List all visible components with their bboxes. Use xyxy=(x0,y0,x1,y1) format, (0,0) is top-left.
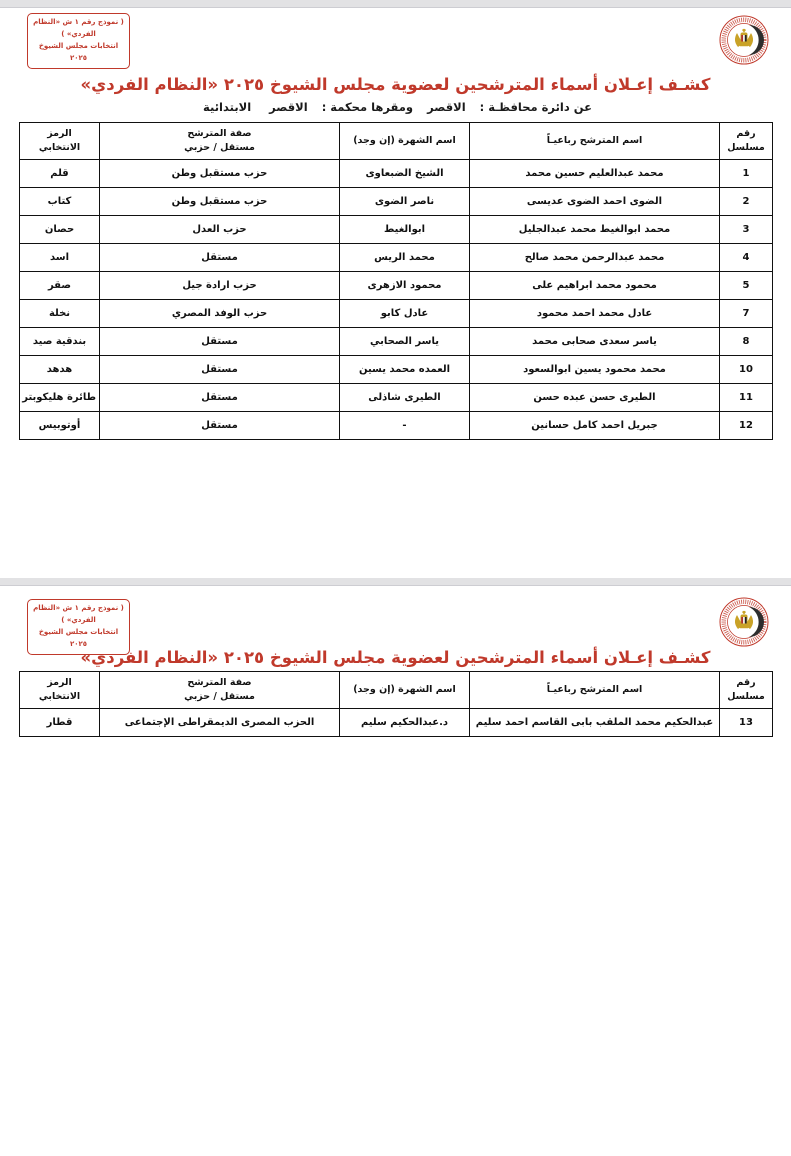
page-title: كشـف إعـلان أسماء المترشحين لعضوية مجلس الشيوخ ٢٠٢٥ «النظام الفردي» xyxy=(80,648,711,667)
candidate-capacity-cell: الحزب المصرى الديمقراطى الإجتماعى xyxy=(100,709,340,737)
electoral-symbol-cell: حصان xyxy=(20,216,100,244)
candidate-row xyxy=(20,160,773,188)
electoral-symbol-cell: بندقية صيد xyxy=(20,328,100,356)
candidate-name-cell: الضوى احمد الضوى عديسى xyxy=(470,188,720,216)
candidate-row xyxy=(20,356,773,384)
electoral-symbol-cell: قلم xyxy=(20,160,100,188)
header-candidate-name: اسم المترشح رباعيـاً xyxy=(470,672,720,709)
candidate-name-cell: ياسر سعدى صحابى محمد xyxy=(470,328,720,356)
candidate-name-cell: عبدالحكيم محمد الملقب بابى القاسم احمد سليم xyxy=(470,709,720,737)
table-header xyxy=(20,123,773,160)
fame-name-cell: ياسر الصحابي xyxy=(340,328,470,356)
district-line xyxy=(0,100,791,114)
candidate-name-cell: الطيرى حسن عبده حسن xyxy=(470,384,720,412)
header-serial xyxy=(720,672,773,709)
form-number-box xyxy=(27,13,130,69)
candidate-row xyxy=(20,216,773,244)
serial-number-cell: 7 xyxy=(720,300,773,328)
serial-number-cell: 4 xyxy=(720,244,773,272)
fame-name-cell: ناصر الضوى xyxy=(340,188,470,216)
candidate-capacity-cell: حزب ارادة جيل xyxy=(100,272,340,300)
document-page-1 xyxy=(0,8,791,578)
header-serial-line2: مسلسل xyxy=(727,691,765,702)
fame-name-cell: محمد الريس xyxy=(340,244,470,272)
candidates-table-page2 xyxy=(19,671,773,737)
header-fame-name: اسم الشهرة (إن وجد) xyxy=(340,672,470,709)
page-separator-middle xyxy=(0,578,791,586)
candidate-name-cell: محمد عبدالرحمن محمد صالح xyxy=(470,244,720,272)
serial-number-cell: 1 xyxy=(720,160,773,188)
fame-name-cell: عادل كابو xyxy=(340,300,470,328)
district-label: عن دائرة محافظـة : xyxy=(479,100,592,114)
form-number-line1: ( نموذج رقم ١ ش «النظام الفردي» ) xyxy=(33,18,124,38)
candidate-capacity-cell: حزب مستقبل وطن xyxy=(100,160,340,188)
form-number-box xyxy=(27,599,130,655)
header-capacity-line2: مستقل / حزبي xyxy=(184,142,255,153)
electoral-symbol-cell: صقر xyxy=(20,272,100,300)
candidate-name-cell: محمود محمد ابراهيم على xyxy=(470,272,720,300)
serial-number-cell: 13 xyxy=(720,709,773,737)
candidate-name-cell: محمد محمود يسين ابوالسعود xyxy=(470,356,720,384)
table-header xyxy=(20,672,773,709)
court-label: ومقرها محكمة : xyxy=(321,100,414,114)
candidate-capacity-cell: مستقل xyxy=(100,412,340,440)
candidate-name-cell: محمد عبدالعليم حسين محمد xyxy=(470,160,720,188)
fame-name-cell: ابوالغيط xyxy=(340,216,470,244)
electoral-symbol-cell: طائرة هليكوبتر xyxy=(20,384,100,412)
header-symbol-line1: الرمز xyxy=(47,128,72,140)
district-value: الاقصر xyxy=(427,100,466,114)
header-electoral-symbol xyxy=(20,123,100,160)
candidate-capacity-cell: حزب مستقبل وطن xyxy=(100,188,340,216)
candidate-row xyxy=(20,384,773,412)
candidate-row xyxy=(20,328,773,356)
form-number-line2: انتخابات مجلس الشيوخ ٢٠٢٥ xyxy=(38,627,119,648)
serial-number-cell: 11 xyxy=(720,384,773,412)
electoral-symbol-cell: أوتوبيس xyxy=(20,412,100,440)
serial-number-cell: 5 xyxy=(720,272,773,300)
page-separator-top xyxy=(0,0,791,8)
candidate-capacity-cell: حزب العدل xyxy=(100,216,340,244)
header-serial xyxy=(720,123,773,160)
table-body-page1 xyxy=(20,160,773,440)
electoral-symbol-cell: هدهد xyxy=(20,356,100,384)
candidate-capacity-cell: مستقل xyxy=(100,244,340,272)
electoral-symbol-cell: نخلة xyxy=(20,300,100,328)
fame-name-cell: الطيرى شاذلى xyxy=(340,384,470,412)
header-symbol-line1: الرمز xyxy=(47,677,72,689)
candidate-row xyxy=(20,300,773,328)
header-serial-line1: رقم xyxy=(736,128,756,140)
candidate-row xyxy=(20,709,773,737)
document-page-2 xyxy=(0,586,791,1156)
fame-name-cell: محمود الازهرى xyxy=(340,272,470,300)
header-serial-line1: رقم xyxy=(736,677,756,689)
table-body-page2 xyxy=(20,709,773,737)
form-number-line1: ( نموذج رقم ١ ش «النظام الفردي» ) xyxy=(33,604,124,624)
electoral-symbol-cell: اسد xyxy=(20,244,100,272)
serial-number-cell: 10 xyxy=(720,356,773,384)
candidate-capacity-cell: حزب الوفد المصري xyxy=(100,300,340,328)
header-capacity-line1: صفة المترشح xyxy=(187,677,252,689)
candidate-capacity-cell: مستقل xyxy=(100,384,340,412)
header-fame-name: اسم الشهرة (إن وجد) xyxy=(340,123,470,160)
header-serial-line2: مسلسل xyxy=(727,142,765,153)
national-election-authority-emblem-icon xyxy=(719,15,769,65)
header-capacity xyxy=(100,672,340,709)
court-value: الاقصر xyxy=(269,100,308,114)
header-electoral-symbol xyxy=(20,672,100,709)
candidates-table-page1 xyxy=(19,122,773,440)
candidate-row xyxy=(20,188,773,216)
fame-name-cell: د.عبدالحكيم سليم xyxy=(340,709,470,737)
fame-name-cell: - xyxy=(340,412,470,440)
candidate-name-cell: جبريل احمد كامل حسانين xyxy=(470,412,720,440)
header-candidate-name: اسم المترشح رباعيـاً xyxy=(470,123,720,160)
fame-name-cell: العمده محمد يسين xyxy=(340,356,470,384)
candidate-name-cell: محمد ابوالغيط محمد عبدالجليل xyxy=(470,216,720,244)
header-capacity-line2: مستقل / حزبي xyxy=(184,691,255,702)
header-symbol-line2: الانتخابي xyxy=(38,691,81,702)
candidate-row xyxy=(20,244,773,272)
candidate-name-cell: عادل محمد احمد محمود xyxy=(470,300,720,328)
form-number-line2: انتخابات مجلس الشيوخ ٢٠٢٥ xyxy=(38,41,119,62)
court-type-value: الابتدائية xyxy=(203,100,252,114)
serial-number-cell: 3 xyxy=(720,216,773,244)
candidate-row xyxy=(20,412,773,440)
table-header-row xyxy=(20,672,773,709)
header-capacity xyxy=(100,123,340,160)
serial-number-cell: 2 xyxy=(720,188,773,216)
serial-number-cell: 8 xyxy=(720,328,773,356)
candidate-capacity-cell: مستقل xyxy=(100,356,340,384)
header-capacity-line1: صفة المترشح xyxy=(187,128,252,140)
electoral-symbol-cell: قطار xyxy=(20,709,100,737)
candidate-capacity-cell: مستقل xyxy=(100,328,340,356)
table-header-row xyxy=(20,123,773,160)
header-symbol-line2: الانتخابي xyxy=(38,142,81,153)
candidate-row xyxy=(20,272,773,300)
national-election-authority-emblem-icon xyxy=(719,597,769,647)
page-title: كشـف إعـلان أسماء المترشحين لعضوية مجلس الشيوخ ٢٠٢٥ «النظام الفردي» xyxy=(80,75,711,94)
serial-number-cell: 12 xyxy=(720,412,773,440)
electoral-symbol-cell: كتاب xyxy=(20,188,100,216)
fame-name-cell: الشيخ الضبعاوى xyxy=(340,160,470,188)
